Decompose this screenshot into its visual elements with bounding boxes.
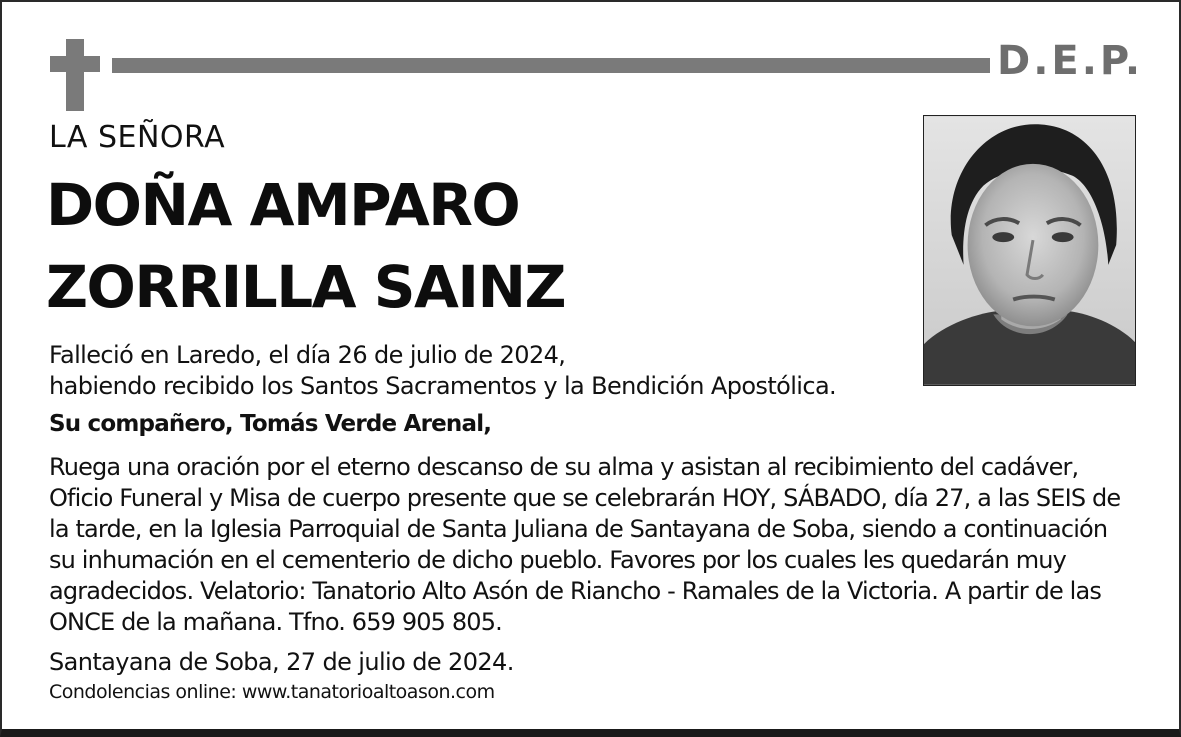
paragraph-line: ONCE de la mañana. Tfno. 659 905 805. <box>49 608 502 636</box>
header-rule <box>112 58 990 73</box>
honorific: LA SEÑORA <box>49 120 226 155</box>
paragraph-line: la tarde, en la Iglesia Parroquial de Santa Juliana de Santayana de Soba, siendo a continuación <box>49 515 1108 543</box>
cross-icon <box>50 39 100 111</box>
deceased-name-line1: DOÑA AMPARO <box>46 171 520 239</box>
death-notice-line2: habiendo recibido los Santos Sacramentos y la Bendición Apostólica. <box>49 372 837 400</box>
paragraph-line: Oficio Funeral y Misa de cuerpo presente que se celebrarán HOY, SÁBADO, día 27, a las SEIS de <box>49 484 1121 512</box>
paragraph-line: Ruega una oración por el eterno descanso de su alma y asistan al recibimiento del cadáver, <box>49 453 1079 481</box>
mourner-name: Su compañero, Tomás Verde Arenal, <box>49 411 492 437</box>
funeral-paragraph <box>49 452 1129 638</box>
paragraph-line: agradecidos. Velatorio: Tanatorio Alto Asón de Riancho - Ramales de la Victoria. A partir de las <box>49 577 1102 605</box>
paragraph-line: su inhumación en el cementerio de dicho pueblo. Favores por los cuales les quedarán muy <box>49 546 1066 574</box>
death-notice-line1: Falleció en Laredo, el día 26 de julio de 2024, <box>49 341 566 369</box>
dep-label: D.E.P. <box>997 38 1144 84</box>
deceased-name-line2: ZORRILLA SAINZ <box>46 253 566 321</box>
place-date: Santayana de Soba, 27 de julio de 2024. <box>49 648 514 676</box>
condolences-link-text: Condolencias online: www.tanatorioaltoason.com <box>49 681 495 703</box>
portrait-photo-icon <box>924 116 1135 385</box>
portrait-photo <box>923 115 1136 386</box>
